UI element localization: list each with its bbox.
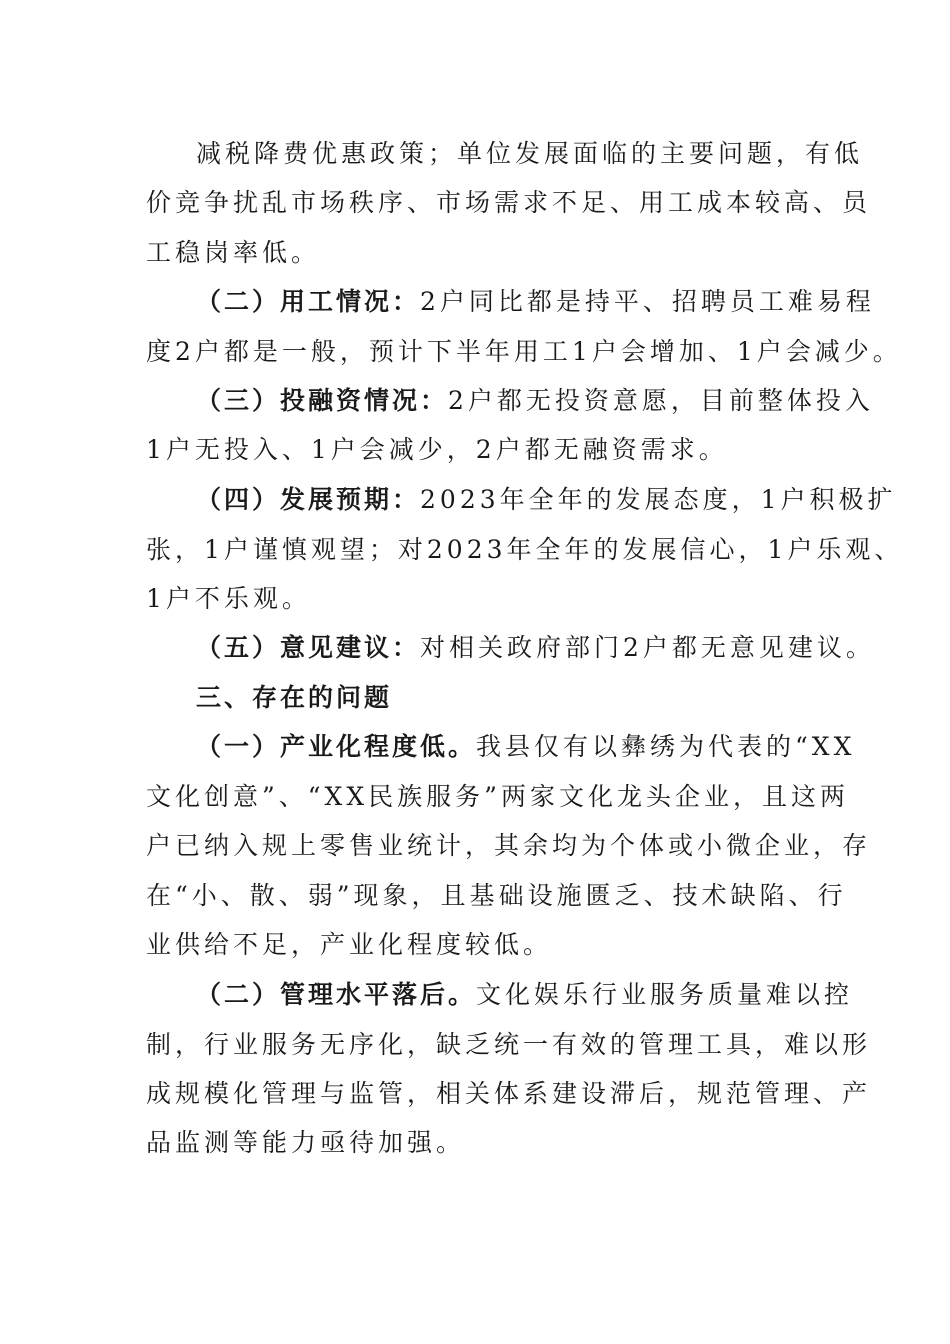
subheading-suggestions: （五）意见建议：	[196, 633, 421, 662]
paragraph-line	[196, 385, 874, 417]
paragraph-text: 2023年全年的发展态度，1户积极扩	[420, 485, 897, 514]
paragraph-line: 成规模化管理与监管，相关体系建设滞后，规范管理、产	[146, 1079, 872, 1108]
paragraph-line	[196, 286, 875, 318]
subheading-industrialization: （一）产业化程度低。	[196, 732, 477, 761]
subheading-investment: （三）投融资情况：	[196, 386, 449, 415]
paragraph-line: 工稳岗率低。	[146, 238, 321, 267]
paragraph-line	[196, 484, 897, 516]
paragraph-line: 文化创意”、“XX民族服务”两家文化龙头企业，且这两	[146, 782, 849, 811]
paragraph-line	[196, 632, 875, 664]
paragraph-line	[196, 731, 855, 763]
paragraph-text: 我县仅有以彝绣为代表的“XX	[476, 732, 856, 761]
paragraph-line: 在“小、散、弱”现象，且基础设施匮乏、技术缺陷、行	[146, 881, 847, 910]
paragraph-line: 度2户都是一般，预计下半年用工1户会增加、1户会减少。	[146, 337, 902, 366]
paragraph-line: 制，行业服务无序化，缺乏统一有效的管理工具，难以形	[146, 1030, 872, 1059]
paragraph-line: 价竞争扰乱市场秩序、市场需求不足、用工成本较高、员	[146, 188, 872, 217]
subheading-management: （二）管理水平落后。	[196, 980, 477, 1009]
section-title: 三、存在的问题	[196, 683, 393, 712]
paragraph-line: 1户不乐观。	[146, 584, 311, 613]
paragraph-line: 减税降费优惠政策；单位发展面临的主要问题，有低	[196, 139, 864, 168]
paragraph-text: 对相关政府部门2户都无意见建议。	[420, 633, 875, 662]
paragraph-text: 2户同比都是持平、招聘员工难易程	[420, 287, 875, 316]
paragraph-line: 张，1户谨慎观望；对2023年全年的发展信心，1户乐观、	[146, 535, 904, 564]
paragraph-line: 户已纳入规上零售业统计，其余均为个体或小微企业，存	[146, 831, 872, 860]
paragraph-line: 业供给不足，产业化程度较低。	[146, 930, 553, 959]
subheading-outlook: （四）发展预期：	[196, 485, 421, 514]
paragraph-text: 文化娱乐行业服务质量难以控	[476, 980, 854, 1009]
paragraph-text: 2户都无投资意愿，目前整体投入	[448, 386, 874, 415]
paragraph-line	[196, 979, 853, 1011]
paragraph-line: 1户无投入、1户会减少，2户都无融资需求。	[146, 435, 728, 464]
paragraph-line: 品监测等能力亟待加强。	[146, 1128, 466, 1157]
subheading-employment: （二）用工情况：	[196, 287, 421, 316]
